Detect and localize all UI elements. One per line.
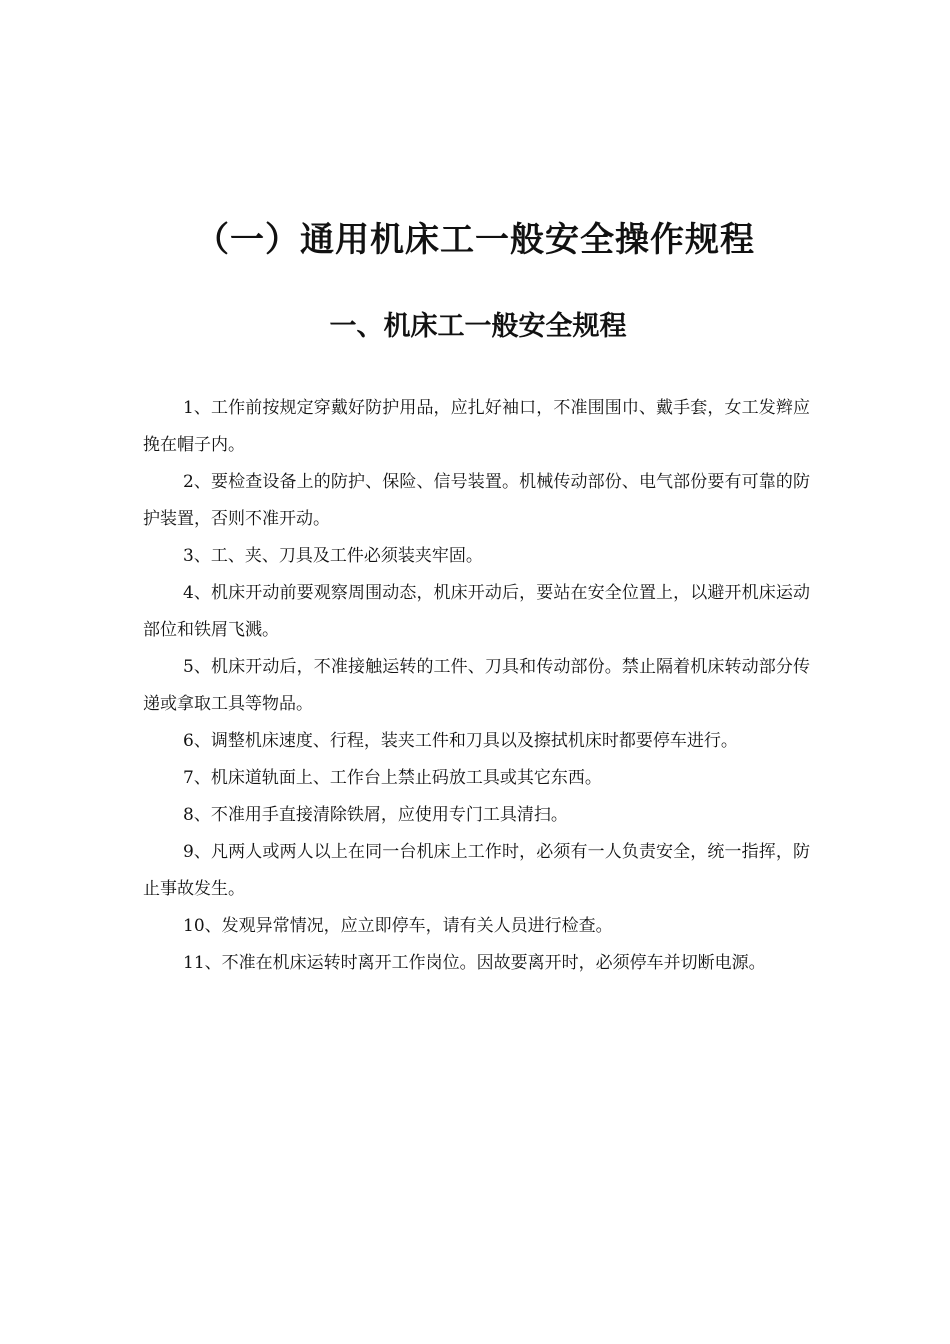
rule-paragraph-2: 2、要检查设备上的防护、保险、信号装置。机械传动部份、电气部份要有可靠的防护装置，否则不准开动。 [143, 472, 810, 529]
rule-paragraph-11: 11、不准在机床运转时离开工作岗位。因故要离开时，必须停车并切断电源。 [183, 953, 766, 973]
rule-paragraph-5: 5、机床开动后，不准接触运转的工件、刀具和传动部份。禁止隔着机床转动部分传递或拿取工具等物品。 [143, 657, 810, 714]
rule-paragraph-8: 8、不准用手直接清除铁屑，应使用专门工具清扫。 [183, 805, 568, 825]
rule-paragraph-9: 9、凡两人或两人以上在同一台机床上工作时，必须有一人负责安全，统一指挥，防止事故发生。 [143, 842, 810, 899]
section-title: 一、机床工一般安全规程 [329, 311, 627, 342]
rule-paragraph-10: 10、发观异常情况，应立即停车，请有关人员进行检查。 [183, 916, 613, 936]
rule-paragraph-6: 6、调整机床速度、行程，装夹工件和刀具以及擦拭机床时都要停车进行。 [183, 731, 738, 751]
page-title: （一）通用机床工一般安全操作规程 [195, 220, 755, 260]
rule-paragraph-1: 1、工作前按规定穿戴好防护用品，应扎好袖口，不准围围巾、戴手套，女工发辫应挽在帽子内。 [143, 398, 810, 455]
rules-list [143, 390, 810, 982]
rule-paragraph-7: 7、机床道轨面上、工作台上禁止码放工具或其它东西。 [183, 768, 602, 788]
rule-paragraph-4: 4、机床开动前要观察周围动态，机床开动后，要站在安全位置上，以避开机床运动部位和铁屑飞溅。 [143, 583, 810, 640]
rule-paragraph-3: 3、工、夹、刀具及工件必须装夹牢固。 [183, 546, 483, 566]
